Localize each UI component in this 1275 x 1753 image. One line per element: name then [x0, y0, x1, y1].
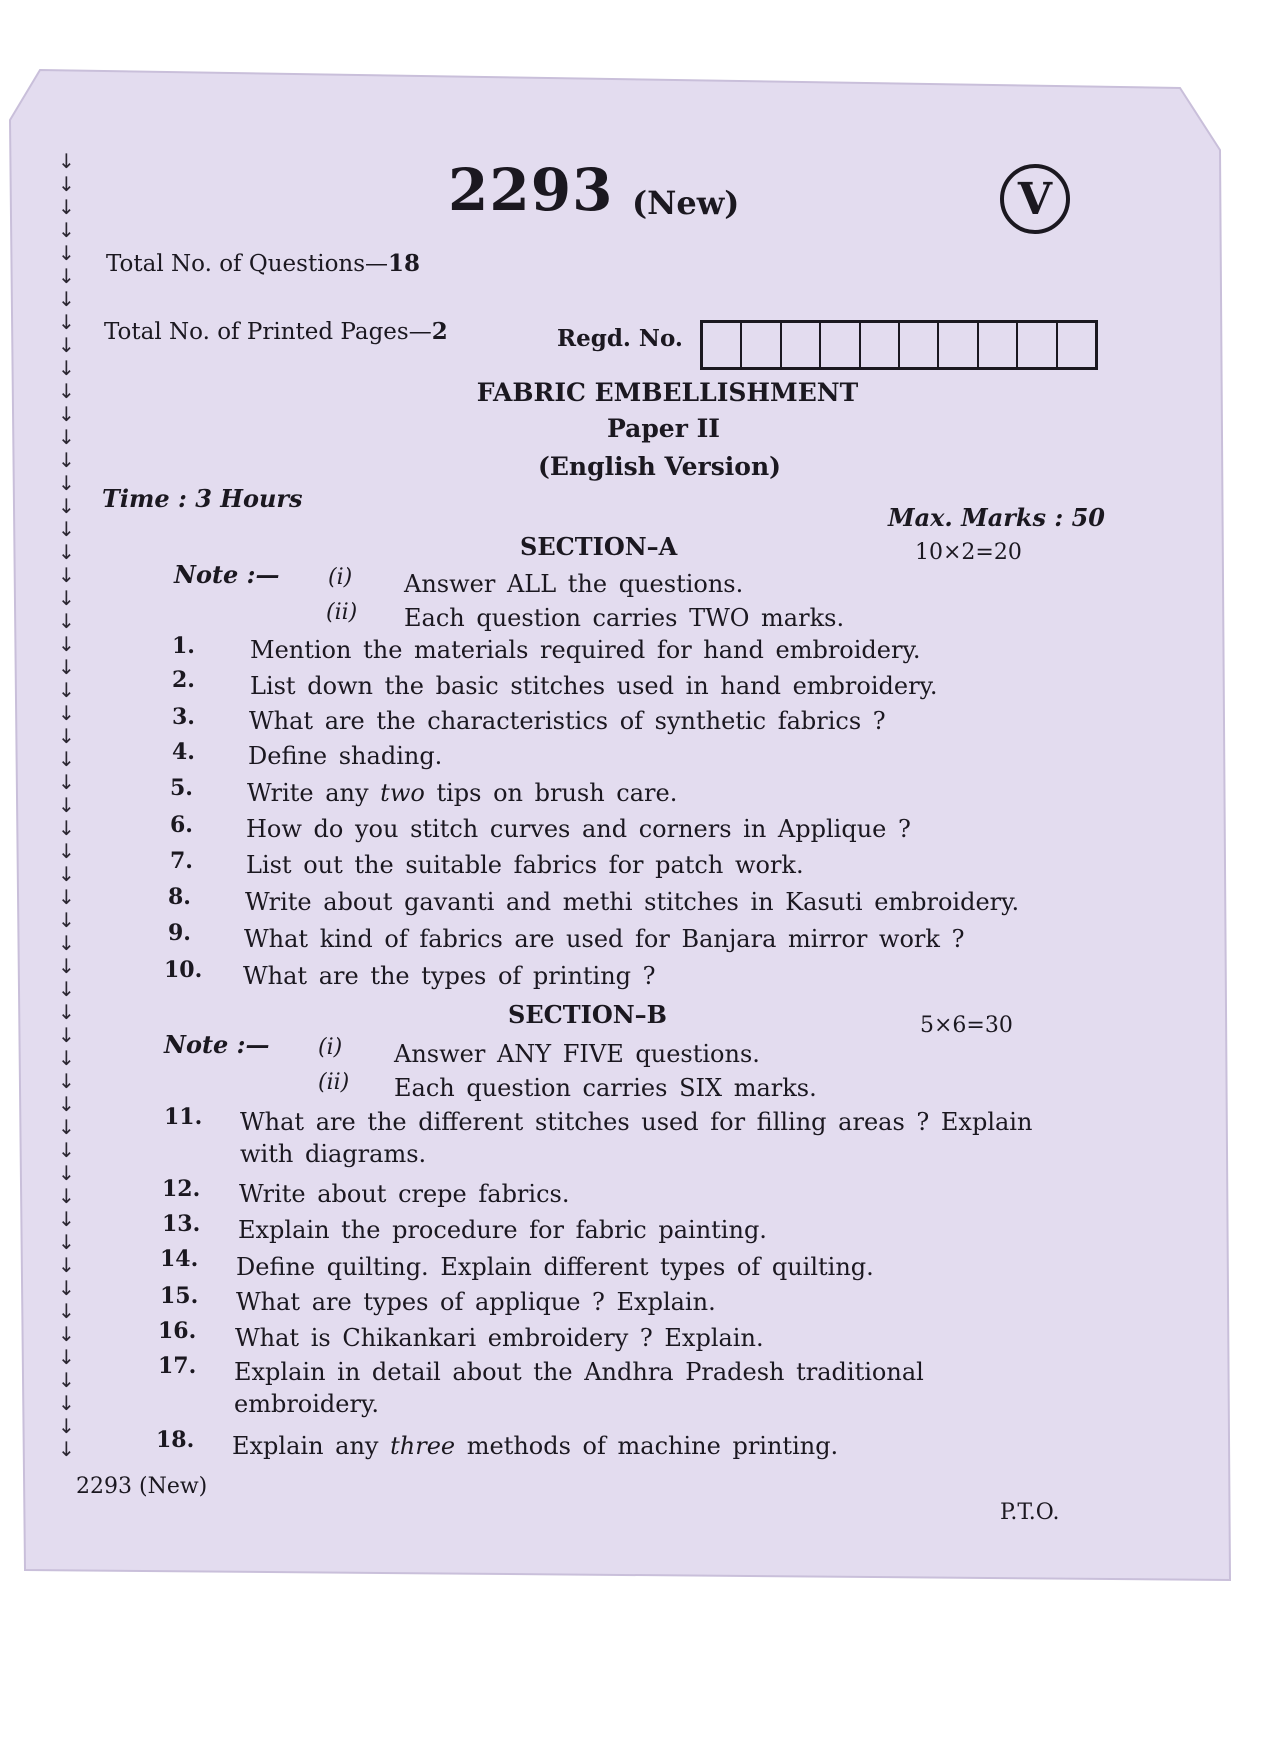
- question-text: Explain in detail about the Andhra Pradesh traditional: [234, 1358, 924, 1386]
- regd-digit-box[interactable]: [900, 323, 939, 367]
- margin-arrow-glyph: ↓: [58, 839, 75, 863]
- question-number: 17.: [158, 1353, 197, 1379]
- question-number: 1.: [172, 633, 195, 659]
- question-number: 3.: [172, 704, 195, 730]
- margin-arrow-glyph: ↓: [58, 1299, 75, 1323]
- question-number: 15.: [160, 1283, 199, 1309]
- question-text: List down the basic stitches used in hand embroidery.: [250, 672, 938, 700]
- margin-arrow-glyph: ↓: [58, 747, 75, 771]
- section-a-title: SECTION–A: [520, 532, 678, 561]
- margin-arrow-glyph: ↓: [58, 1046, 75, 1070]
- margin-arrow-glyph: ↓: [58, 655, 75, 679]
- margin-arrow-glyph: ↓: [58, 816, 75, 840]
- margin-arrow-glyph: ↓: [58, 1207, 75, 1231]
- margin-arrows: [58, 150, 88, 1461]
- regd-digit-box[interactable]: [1018, 323, 1057, 367]
- section-a-note-text: Each question carries TWO marks.: [404, 604, 845, 632]
- margin-arrow-glyph: ↓: [58, 1115, 75, 1139]
- margin-arrow-glyph: ↓: [58, 1391, 75, 1415]
- margin-arrow-glyph: ↓: [58, 149, 75, 173]
- section-b-note-text: Answer ANY FIVE questions.: [394, 1040, 760, 1068]
- regd-digit-box[interactable]: [742, 323, 781, 367]
- margin-arrow-glyph: ↓: [58, 609, 75, 633]
- regd-digit-box[interactable]: [703, 323, 742, 367]
- regd-digit-box[interactable]: [939, 323, 978, 367]
- question-number: 18.: [156, 1427, 195, 1453]
- paper-title: Paper II: [607, 414, 720, 443]
- margin-arrow-glyph: ↓: [58, 333, 75, 357]
- margin-arrow-glyph: ↓: [58, 356, 75, 380]
- question-text: Write about crepe fabrics.: [239, 1180, 570, 1208]
- margin-arrow-glyph: ↓: [58, 793, 75, 817]
- margin-arrow-glyph: ↓: [58, 1368, 75, 1392]
- version-letter: V: [1017, 173, 1053, 225]
- margin-arrow-glyph: ↓: [58, 724, 75, 748]
- question-number: 13.: [162, 1211, 201, 1237]
- question-text: List out the suitable fabrics for patch work.: [246, 851, 804, 879]
- pto-label: P.T.O.: [1000, 1500, 1060, 1525]
- margin-arrow-glyph: ↓: [58, 1138, 75, 1162]
- question-text: Explain any three methods of machine printing.: [232, 1432, 839, 1460]
- margin-arrow-glyph: ↓: [58, 1276, 75, 1300]
- margin-arrow-glyph: ↓: [58, 1000, 75, 1024]
- question-number: 7.: [170, 848, 193, 874]
- margin-arrow-glyph: ↓: [58, 517, 75, 541]
- question-text-continued: embroidery.: [234, 1390, 379, 1418]
- margin-arrow-glyph: ↓: [58, 241, 75, 265]
- time-allowed: Time : 3 Hours: [102, 484, 303, 513]
- regd-number-boxes[interactable]: [700, 320, 1098, 370]
- question-text-continued: with diagrams.: [240, 1140, 427, 1168]
- margin-arrow-glyph: ↓: [58, 770, 75, 794]
- section-b-note-label: Note :—: [164, 1030, 270, 1059]
- question-number: 11.: [164, 1104, 203, 1130]
- question-text: Define shading.: [248, 742, 443, 770]
- total-questions-label: Total No. of Questions—: [106, 251, 389, 277]
- margin-arrow-glyph: ↓: [58, 402, 75, 426]
- regd-digit-box[interactable]: [821, 323, 860, 367]
- question-number: 2.: [172, 667, 195, 693]
- question-text: Mention the materials required for hand embroidery.: [250, 636, 921, 664]
- question-number: 4.: [172, 739, 195, 765]
- section-b-marks: 5×6=30: [920, 1013, 1013, 1038]
- margin-arrow-glyph: ↓: [58, 1092, 75, 1116]
- margin-arrow-glyph: ↓: [58, 563, 75, 587]
- margin-arrow-glyph: ↓: [58, 310, 75, 334]
- section-b-note-roman: (i): [318, 1035, 343, 1060]
- question-text: What are the different stitches used for filling areas ? Explain: [240, 1108, 1033, 1136]
- margin-arrow-glyph: ↓: [58, 471, 75, 495]
- question-text: What are the types of printing ?: [243, 962, 656, 990]
- section-a-note-roman: (i): [328, 565, 353, 590]
- question-number: 10.: [164, 957, 203, 983]
- regd-digit-box[interactable]: [979, 323, 1018, 367]
- total-pages-label: Total No. of Printed Pages—: [104, 319, 432, 345]
- question-number: 16.: [158, 1318, 197, 1344]
- question-number: 14.: [160, 1246, 199, 1272]
- section-b-note-roman: (ii): [318, 1070, 350, 1095]
- margin-arrow-glyph: ↓: [58, 264, 75, 288]
- question-text: Define quilting. Explain different types of quilting.: [236, 1253, 874, 1281]
- question-number: 12.: [162, 1176, 201, 1202]
- question-number: 5.: [170, 775, 193, 801]
- margin-arrow-glyph: ↓: [58, 1230, 75, 1254]
- paper-code-suffix: (New): [632, 184, 740, 222]
- question-number: 6.: [170, 812, 193, 838]
- question-text: What are types of applique ? Explain.: [236, 1288, 716, 1316]
- question-text: How do you stitch curves and corners in Applique ?: [246, 815, 911, 843]
- margin-arrow-glyph: ↓: [58, 195, 75, 219]
- margin-arrow-glyph: ↓: [58, 1184, 75, 1208]
- margin-arrow-glyph: ↓: [58, 977, 75, 1001]
- margin-arrow-glyph: ↓: [58, 540, 75, 564]
- emphasis: three: [390, 1432, 456, 1460]
- question-text: What kind of fabrics are used for Banjara mirror work ?: [244, 925, 965, 953]
- margin-arrow-glyph: ↓: [58, 954, 75, 978]
- subject-title: FABRIC EMBELLISHMENT: [476, 378, 859, 407]
- question-text: What are the characteristics of synthetic fabrics ?: [249, 707, 886, 735]
- margin-arrow-glyph: ↓: [58, 172, 75, 196]
- section-a-marks: 10×2=20: [915, 540, 1022, 565]
- margin-arrow-glyph: ↓: [58, 1069, 75, 1093]
- margin-arrow-glyph: ↓: [58, 379, 75, 403]
- regd-label: Regd. No.: [557, 325, 683, 352]
- margin-arrow-glyph: ↓: [58, 218, 75, 242]
- paper-code: 2293: [448, 156, 614, 224]
- margin-arrow-glyph: ↓: [58, 1161, 75, 1185]
- margin-arrow-glyph: ↓: [58, 701, 75, 725]
- section-a-note-label: Note :—: [174, 560, 280, 589]
- margin-arrow-glyph: ↓: [58, 586, 75, 610]
- regd-digit-box[interactable]: [782, 323, 821, 367]
- margin-arrow-glyph: ↓: [58, 425, 75, 449]
- footer-paper-code: 2293 (New): [76, 1474, 208, 1499]
- section-a-note-roman: (ii): [326, 600, 358, 625]
- total-pages: [104, 318, 448, 345]
- margin-arrow-glyph: ↓: [58, 908, 75, 932]
- margin-arrow-glyph: ↓: [58, 494, 75, 518]
- question-number: 8.: [168, 884, 191, 910]
- margin-arrow-glyph: ↓: [58, 1023, 75, 1047]
- margin-arrow-glyph: ↓: [58, 1414, 75, 1438]
- regd-digit-box[interactable]: [861, 323, 900, 367]
- emphasis: two: [380, 779, 425, 807]
- margin-arrow-glyph: ↓: [58, 1345, 75, 1369]
- question-number: 9.: [168, 920, 191, 946]
- question-text: Explain the procedure for fabric painting.: [238, 1216, 767, 1244]
- section-b-note-text: Each question carries SIX marks.: [394, 1074, 817, 1102]
- total-questions: [106, 250, 420, 277]
- margin-arrow-glyph: ↓: [58, 632, 75, 656]
- question-text: Write any two tips on brush care.: [247, 779, 678, 807]
- margin-arrow-glyph: ↓: [58, 287, 75, 311]
- regd-digit-box[interactable]: [1058, 323, 1095, 367]
- margin-arrow-glyph: ↓: [58, 1253, 75, 1277]
- version-title: (English Version): [538, 452, 781, 481]
- margin-arrow-glyph: ↓: [58, 1322, 75, 1346]
- question-text: What is Chikankari embroidery ? Explain.: [235, 1324, 764, 1352]
- section-b-title: SECTION–B: [508, 1000, 667, 1029]
- total-pages-value: 2: [431, 318, 448, 345]
- margin-arrow-glyph: ↓: [58, 862, 75, 886]
- section-a-note-text: Answer ALL the questions.: [404, 570, 744, 598]
- max-marks: Max. Marks : 50: [888, 503, 1106, 532]
- margin-arrow-glyph: ↓: [58, 448, 75, 472]
- margin-arrow-glyph: ↓: [58, 678, 75, 702]
- version-mark: [1000, 164, 1070, 234]
- margin-arrow-glyph: ↓: [58, 1437, 75, 1461]
- total-questions-value: 18: [388, 250, 421, 277]
- question-text: Write about gavanti and methi stitches in Kasuti embroidery.: [245, 888, 1020, 916]
- margin-arrow-glyph: ↓: [58, 885, 75, 909]
- margin-arrow-glyph: ↓: [58, 931, 75, 955]
